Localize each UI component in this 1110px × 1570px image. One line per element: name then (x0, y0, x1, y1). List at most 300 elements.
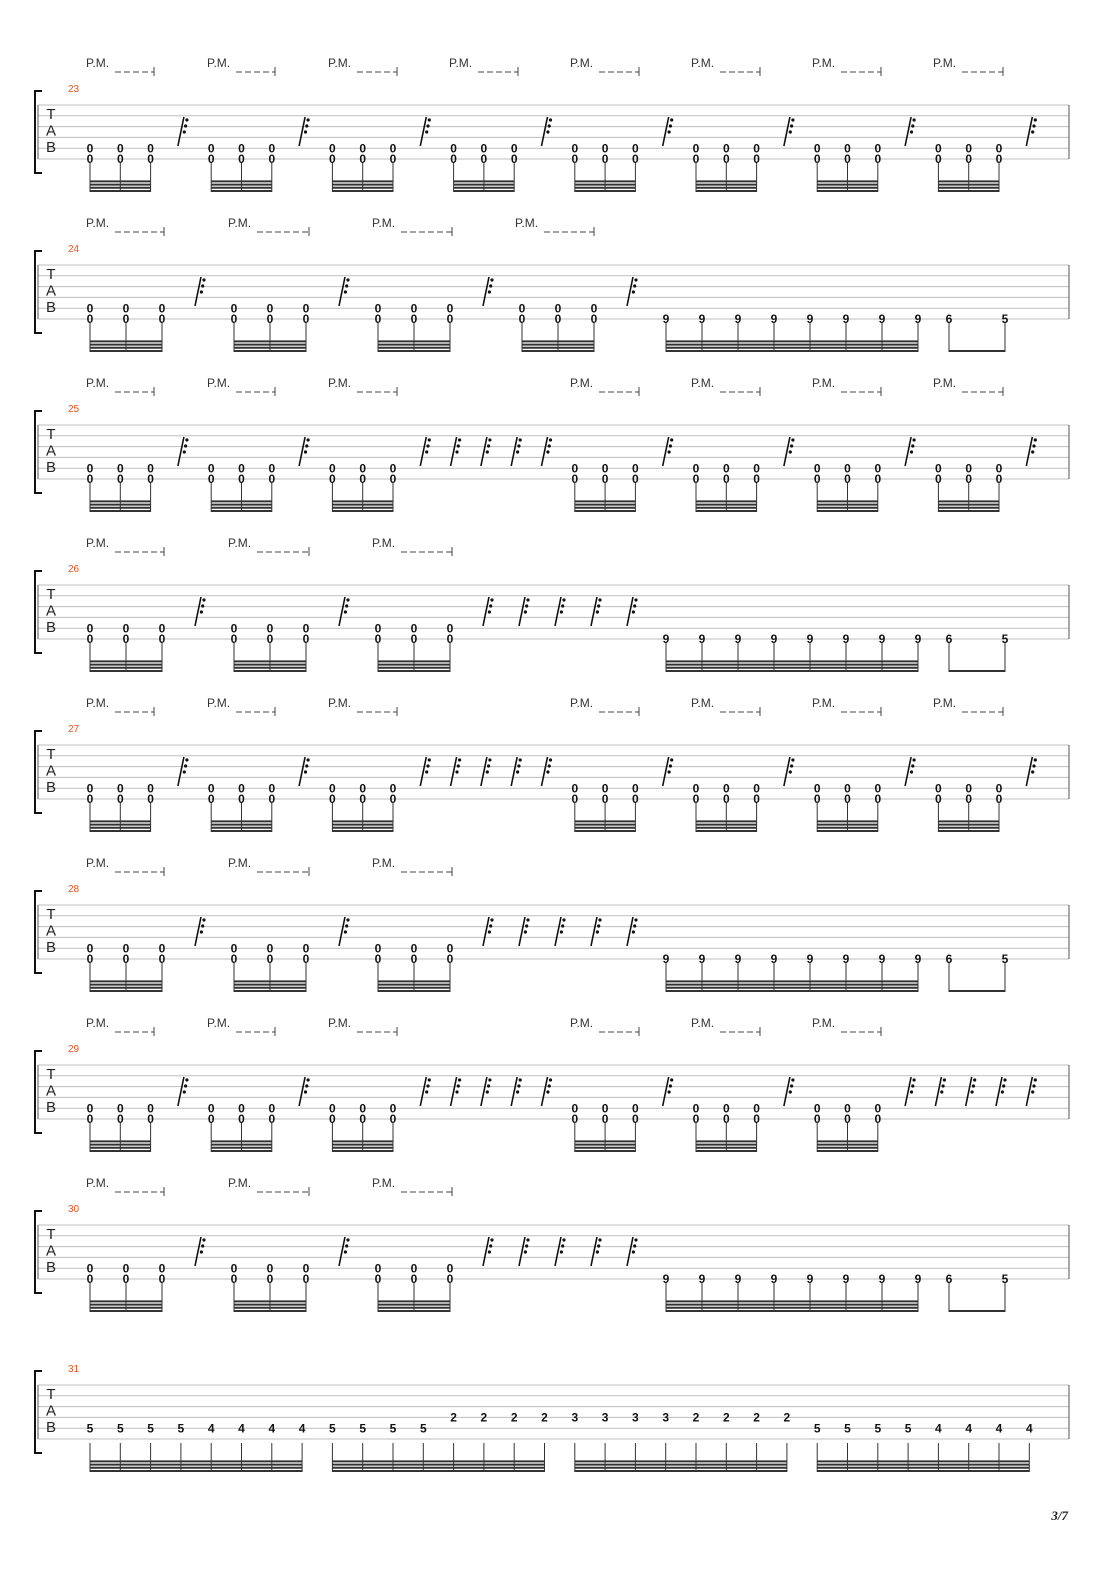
slash-rest-dot (488, 610, 491, 613)
fret-number: 0 (238, 781, 245, 796)
fret-number: 0 (692, 141, 700, 156)
beam-group (454, 163, 515, 192)
slash-rest (627, 917, 638, 946)
fret-number: 0 (722, 152, 730, 167)
palm-mute-label: P.M. (86, 216, 110, 230)
fret-number: 0 (268, 141, 276, 156)
slash-rest (784, 437, 795, 466)
palm-mute-label: P.M. (570, 56, 594, 70)
slash-rest-dot (526, 1238, 529, 1241)
slash-rest-dot (486, 1090, 489, 1093)
beam-group (234, 323, 306, 352)
palm-mute-label: P.M. (691, 56, 715, 70)
fret-number: 0 (230, 941, 238, 956)
slash-rest-dot (1002, 1084, 1005, 1087)
slash-rest (195, 597, 206, 626)
slash-rest-dot (789, 770, 792, 773)
fret-number: 0 (268, 152, 276, 167)
slash-rest (905, 117, 916, 146)
slash-rest (555, 1237, 566, 1266)
fret-number: 0 (86, 152, 94, 167)
fret-number: 0 (632, 792, 639, 807)
tab-clef-letter: A (45, 122, 57, 140)
slash-rest (1026, 437, 1037, 466)
slash-rest-dot (562, 1238, 565, 1241)
slash-rest-dot (548, 1084, 551, 1087)
slash-rest (511, 437, 522, 466)
fret-number: 5 (359, 1421, 367, 1436)
palm-mute-label: P.M. (812, 56, 836, 70)
fret-number: 9 (914, 312, 922, 327)
fret-number: 0 (480, 141, 488, 156)
beam-group (378, 963, 450, 992)
slash-rest (420, 117, 431, 146)
slash-rest-dot (488, 930, 491, 933)
fret-number: 0 (302, 301, 310, 316)
fret-number: 0 (410, 1261, 418, 1276)
fret-number: 0 (374, 301, 382, 316)
beam-group (90, 643, 162, 672)
slash-rest-dot (598, 918, 601, 921)
fret-number: 0 (266, 312, 274, 327)
fret-number: 0 (230, 1272, 238, 1287)
slash-rest-dot (517, 1084, 520, 1087)
fret-number: 0 (571, 152, 579, 167)
tab-system (35, 1016, 1069, 1152)
beam-group (666, 963, 918, 992)
slash-rest (663, 117, 674, 146)
tab-clef-letter: T (46, 1386, 56, 1403)
slash-rest-dot (525, 604, 528, 607)
tab-clef-letter: A (45, 1082, 57, 1100)
fret-number: 5 (419, 1421, 427, 1436)
fret-number: 0 (374, 1272, 382, 1287)
fret-number: 9 (662, 312, 670, 327)
fret-number: 9 (770, 952, 778, 967)
fret-number: 0 (302, 1261, 310, 1276)
fret-number: 0 (147, 141, 154, 156)
palm-mute-marking (691, 1016, 760, 1036)
beam-group (575, 483, 636, 512)
beam-group (817, 803, 878, 832)
slash-rest-dot (345, 1244, 348, 1247)
slash-rest-dot (597, 924, 600, 927)
slash-rest-dot (455, 770, 458, 773)
slash-rest (339, 277, 350, 306)
palm-mute-label: P.M. (570, 376, 594, 390)
fret-number: 0 (632, 152, 639, 167)
palm-mute-marking (449, 56, 518, 76)
palm-mute-marking (570, 376, 639, 396)
slash-rest-dot (1031, 450, 1034, 453)
fret-number: 9 (842, 952, 850, 967)
fret-number: 0 (874, 781, 882, 796)
slash-rest-dot (910, 1090, 913, 1093)
fret-number: 0 (302, 312, 310, 327)
slash-rest (784, 1077, 795, 1106)
slash-rest-dot (201, 1244, 204, 1247)
slash-rest-dot (560, 930, 563, 933)
slash-rest-dot (183, 130, 186, 133)
fret-number: 0 (329, 472, 336, 487)
beam-group (378, 1283, 450, 1312)
slash-rest-dot (548, 444, 551, 447)
slash-rest-dot (633, 604, 636, 607)
palm-mute-marking (691, 696, 760, 716)
palm-mute-marking (86, 56, 154, 76)
tab-system (35, 856, 1069, 992)
slash-rest-dot (183, 1090, 186, 1093)
slash-rest-dot (489, 1244, 492, 1247)
fret-number: 0 (692, 781, 700, 796)
slash-rest-dot (425, 1090, 428, 1093)
beam-group (211, 803, 272, 832)
slash-rest-dot (486, 450, 489, 453)
palm-mute-marking (328, 56, 397, 76)
slash-rest (299, 437, 310, 466)
measure-number: 25 (68, 404, 80, 415)
slash-rest-dot (202, 598, 205, 601)
tab-clef-letter: B (45, 1419, 57, 1436)
fret-number: 9 (878, 1272, 886, 1287)
palm-mute-label: P.M. (207, 376, 231, 390)
fret-number: 0 (86, 1272, 94, 1287)
measure-number: 24 (68, 244, 80, 255)
fret-number: 0 (266, 621, 274, 636)
fret-number: 0 (753, 1112, 760, 1127)
fret-number: 9 (662, 952, 670, 967)
palm-mute-label: P.M. (207, 56, 231, 70)
fret-number: 0 (965, 152, 973, 167)
palm-mute-label: P.M. (86, 536, 110, 550)
fret-number: 0 (147, 1101, 154, 1116)
fret-number: 0 (116, 1101, 124, 1116)
slash-rest-dot (345, 924, 348, 927)
beam-group (938, 803, 999, 832)
fret-number: 4 (935, 1421, 942, 1436)
fret-number: 0 (238, 1112, 245, 1127)
fret-number: 0 (268, 781, 276, 796)
slash-rest-dot (185, 758, 188, 761)
slash-rest-dot (546, 130, 549, 133)
fret-number: 0 (722, 141, 730, 156)
palm-mute-marking (86, 376, 154, 396)
slash-rest (339, 917, 350, 946)
fret-number: 0 (844, 1112, 851, 1127)
fret-number: 0 (266, 301, 274, 316)
fret-number: 3 (632, 1410, 639, 1425)
slash-rest-dot (789, 130, 792, 133)
fret-number: 0 (302, 632, 310, 647)
fret-number: 0 (965, 792, 973, 807)
slash-rest (339, 1237, 350, 1266)
fret-number: 0 (389, 141, 397, 156)
palm-mute-label: P.M. (86, 696, 110, 710)
fret-number: 0 (329, 1101, 336, 1116)
slash-rest-dot (487, 1084, 490, 1087)
fret-number: 5 (86, 1421, 94, 1436)
palm-mute-label: P.M. (328, 376, 352, 390)
slash-rest-dot (426, 444, 429, 447)
tab-clef-letter: A (45, 282, 57, 300)
slash-rest (905, 757, 916, 786)
tab-clef-letter: A (45, 922, 57, 940)
slash-rest-dot (789, 450, 792, 453)
beam-group (575, 1443, 787, 1472)
slash-rest-dot (488, 1250, 491, 1253)
beam-group (522, 323, 594, 352)
palm-mute-label: P.M. (570, 696, 594, 710)
fret-number: 0 (692, 792, 700, 807)
palm-mute-marking (691, 376, 760, 396)
slash-rest-dot (1003, 1078, 1006, 1081)
slash-rest-dot (304, 1090, 307, 1093)
fret-number: 0 (995, 792, 1003, 807)
fret-number: 3 (571, 1410, 579, 1425)
slash-rest-dot (490, 1238, 493, 1241)
slash-rest-dot (346, 918, 349, 921)
fret-number: 0 (601, 781, 609, 796)
slash-rest-dot (344, 610, 347, 613)
fret-number: 0 (935, 472, 942, 487)
slash-rest-dot (526, 918, 529, 921)
measure-number: 26 (68, 564, 80, 575)
slash-rest-dot (426, 1084, 429, 1087)
palm-mute-label: P.M. (372, 536, 396, 550)
fret-number: 0 (329, 152, 336, 167)
slash-rest (996, 1077, 1007, 1106)
slash-rest (451, 1077, 462, 1106)
fret-number: 0 (122, 621, 130, 636)
fret-number: 0 (86, 632, 94, 647)
fret-number: 9 (878, 952, 886, 967)
slash-rest (178, 757, 189, 786)
beam-group (378, 643, 450, 672)
fret-number: 9 (698, 312, 706, 327)
palm-mute-marking (372, 216, 452, 236)
fret-number: 0 (238, 152, 245, 167)
slash-rest-dot (1034, 438, 1037, 441)
palm-mute-label: P.M. (515, 216, 539, 230)
slash-rest-dot (634, 1238, 637, 1241)
fret-number: 0 (813, 472, 821, 487)
fret-number: 0 (571, 792, 579, 807)
fret-number: 0 (389, 461, 397, 476)
fret-number: 0 (590, 312, 598, 327)
palm-mute-marking (86, 216, 164, 236)
slash-rest-dot (488, 438, 491, 441)
slash-rest-dot (634, 278, 637, 281)
fret-number: 0 (158, 312, 166, 327)
beam-group (332, 483, 393, 512)
tab-clef-letter: B (45, 779, 57, 796)
palm-mute-label: P.M. (372, 1176, 396, 1190)
slash-rest-dot (790, 764, 793, 767)
measure-number: 29 (68, 1044, 80, 1055)
fret-number: 0 (518, 312, 526, 327)
beam-group (938, 163, 999, 192)
slash-rest (905, 1077, 916, 1106)
fret-number: 0 (632, 141, 639, 156)
fret-number: 0 (359, 1101, 367, 1116)
fret-number: 9 (734, 1272, 742, 1287)
fret-number: 4 (298, 1421, 306, 1436)
slash-rest (195, 1237, 206, 1266)
fret-number: 0 (446, 621, 454, 636)
fret-number: 0 (147, 781, 154, 796)
tab-clef-letter: T (46, 266, 56, 283)
fret-number: 0 (374, 941, 382, 956)
slash-rest-dot (791, 1078, 794, 1081)
fret-number: 0 (147, 152, 154, 167)
fret-number: 0 (410, 312, 418, 327)
fret-number: 0 (753, 781, 760, 796)
slash-rest (483, 917, 494, 946)
beam-group (696, 163, 757, 192)
slash-rest-dot (304, 450, 307, 453)
tab-clef-letter: A (45, 442, 57, 460)
slash-rest (299, 117, 310, 146)
palm-mute-marking (86, 1176, 164, 1196)
palm-mute-label: P.M. (933, 56, 957, 70)
slash-rest-dot (184, 444, 187, 447)
slash-rest-dot (632, 290, 635, 293)
fret-number: 0 (116, 461, 124, 476)
fret-number: 5 (1001, 1272, 1009, 1287)
slash-rest-dot (943, 1078, 946, 1081)
fret-number: 0 (86, 941, 94, 956)
slash-rest-dot (458, 1078, 461, 1081)
fret-number: 0 (116, 152, 124, 167)
beam-group (90, 803, 151, 832)
fret-number: 0 (590, 301, 598, 316)
fret-number: 0 (207, 781, 215, 796)
palm-mute-label: P.M. (207, 696, 231, 710)
fret-number: 0 (374, 1261, 382, 1276)
fret-number: 0 (601, 141, 609, 156)
fret-number: 4 (995, 1421, 1003, 1436)
slash-rest-dot (202, 918, 205, 921)
fret-number: 0 (813, 781, 821, 796)
fret-number: 0 (722, 1112, 730, 1127)
beam-group (211, 163, 272, 192)
slash-rest (1026, 117, 1037, 146)
slash-rest-dot (200, 930, 203, 933)
fret-number: 0 (410, 941, 418, 956)
slash-rest (481, 757, 492, 786)
slash-rest-dot (940, 1090, 943, 1093)
beam-group (575, 803, 636, 832)
tab-clef-letter: A (45, 602, 57, 620)
fret-number: 0 (302, 952, 310, 967)
slash-rest-dot (791, 118, 794, 121)
slash-rest-dot (596, 1250, 599, 1253)
fret-number: 0 (601, 792, 609, 807)
palm-mute-label: P.M. (86, 376, 110, 390)
slash-rest-dot (425, 130, 428, 133)
fret-number: 9 (842, 312, 850, 327)
palm-mute-label: P.M. (86, 1176, 110, 1190)
fret-number: 0 (554, 312, 562, 327)
slash-rest-dot (668, 1090, 671, 1093)
palm-mute-label: P.M. (812, 1016, 836, 1030)
fret-number: 0 (571, 472, 579, 487)
slash-rest-dot (561, 1244, 564, 1247)
beam-group (666, 643, 918, 672)
fret-number: 0 (374, 952, 382, 967)
tab-clef-letter: T (46, 1226, 56, 1243)
slash-rest-dot (519, 438, 522, 441)
slash-rest-dot (490, 918, 493, 921)
measure-number: 31 (68, 1364, 80, 1375)
slash-rest (483, 277, 494, 306)
palm-mute-label: P.M. (228, 856, 252, 870)
fret-number: 0 (874, 472, 882, 487)
slash-rest (195, 277, 206, 306)
fret-number: 2 (541, 1410, 548, 1425)
fret-number: 0 (86, 1101, 94, 1116)
beam-group (90, 1283, 162, 1312)
slash-rest-dot (516, 1090, 519, 1093)
fret-number: 0 (238, 472, 245, 487)
fret-number: 0 (935, 781, 942, 796)
slash-rest-dot (457, 1084, 460, 1087)
fret-number: 9 (698, 632, 706, 647)
fret-number: 0 (374, 621, 382, 636)
fret-number: 0 (450, 141, 457, 156)
slash-rest-dot (549, 438, 552, 441)
fret-number: 0 (158, 632, 166, 647)
fret-number: 9 (914, 632, 922, 647)
fret-number: 0 (359, 1112, 367, 1127)
fret-number: 9 (842, 632, 850, 647)
tab-clef-letter: A (45, 1402, 57, 1420)
slash-rest-dot (517, 444, 520, 447)
slash-rest-dot (305, 1084, 308, 1087)
slash-rest (483, 597, 494, 626)
slash-rest (663, 757, 674, 786)
fret-number: 0 (266, 1261, 274, 1276)
slash-rest-dot (911, 444, 914, 447)
palm-mute-label: P.M. (691, 1016, 715, 1030)
fret-number: 0 (266, 1272, 274, 1287)
slash-rest-dot (304, 770, 307, 773)
slash-rest-dot (562, 598, 565, 601)
fret-number: 5 (1001, 312, 1009, 327)
slash-rest-dot (344, 1250, 347, 1253)
tab-clef-letter: B (45, 299, 57, 316)
slash-rest-dot (972, 1084, 975, 1087)
slash-rest-dot (489, 924, 492, 927)
fret-number: 9 (878, 632, 886, 647)
palm-mute-marking (328, 376, 397, 396)
palm-mute-label: P.M. (933, 696, 957, 710)
slash-rest-dot (790, 444, 793, 447)
fret-number: 5 (177, 1421, 185, 1436)
tab-clef-letter: B (45, 619, 57, 636)
slash-rest-dot (1034, 758, 1037, 761)
fret-number: 2 (783, 1410, 791, 1425)
slash-rest (627, 597, 638, 626)
slash-rest (420, 437, 431, 466)
slash-rest (1026, 757, 1037, 786)
fret-number: 0 (86, 792, 94, 807)
slash-rest-dot (791, 438, 794, 441)
palm-mute-marking (691, 56, 760, 76)
fret-number: 5 (1001, 952, 1009, 967)
palm-mute-marking (933, 376, 1003, 396)
slash-rest-dot (184, 1084, 187, 1087)
